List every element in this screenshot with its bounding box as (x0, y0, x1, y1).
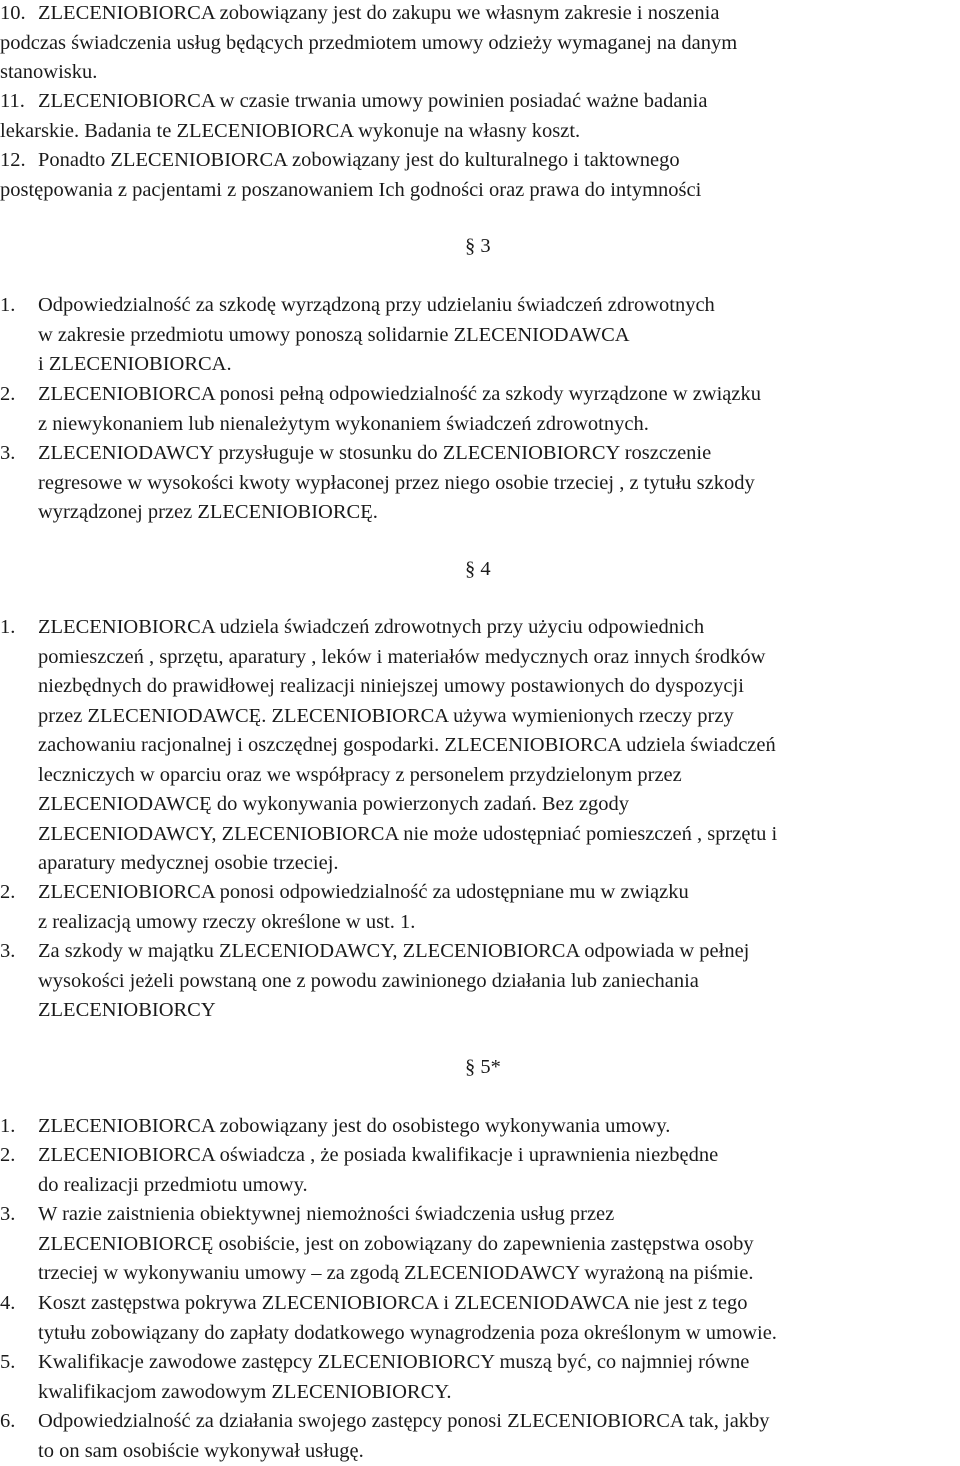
clause-text-line: wyrządzonej przez ZLECENIOBIORCĘ. (38, 498, 755, 528)
clause-text-line: niezbędnych do prawidłowej realizacji niniejszej umowy postawionych do dyspozycji (38, 672, 777, 702)
clause-number: 6. (0, 1407, 15, 1437)
clause-number: 4. (0, 1289, 15, 1319)
clause-text-line: regresowe w wysokości kwoty wypłaconej przez niego osobie trzeciej , z tytułu szkody (38, 469, 755, 499)
clause-text-line: ZLECENIOBIORCĘ osobiście, jest on zobowiązany do zapewnienia zastępstwa osoby (38, 1230, 754, 1260)
clause-text-line: ZLECENIOBIORCA oświadcza , że posiada kwalifikacje i uprawnienia niezbędne (38, 1141, 718, 1171)
clause-number: 1. (0, 1112, 15, 1142)
clause-number: 3. (0, 439, 15, 469)
clause-text-line: Odpowiedzialność za szkodę wyrządzoną przy udzielaniu świadczeń zdrowotnych (38, 291, 715, 321)
clause-text-line: tytułu zobowiązany do zapłaty dodatkowego wynagrodzenia poza określonym w umowie. (38, 1319, 777, 1349)
clause-number: 10. (0, 0, 26, 29)
clause-text-line: wysokości jeżeli powstaną one z powodu zawinionego działania lub zaniechania (38, 967, 749, 997)
clause-text-line: Koszt zastępstwa pokrywa ZLECENIOBIORCA i ZLECENIODAWCA nie jest z tego (38, 1289, 777, 1319)
clause-text-line: podczas świadczenia usług będących przedmiotem umowy odzieży wymaganej na danym (0, 29, 737, 59)
clause-number: 2. (0, 1141, 15, 1171)
clause-text-line: ZLECENIOBIORCA zobowiązany jest do osobistego wykonywania umowy. (38, 1112, 670, 1142)
clause-text-line: ZLECENIODAWCĘ do wykonywania powierzonych zadań. Bez zgody (38, 790, 777, 820)
clause-number: 2. (0, 380, 15, 410)
clause-text-line: Kwalifikacje zawodowe zastępcy ZLECENIOBIORCY muszą być, co najmniej równe (38, 1348, 749, 1378)
clause-text-line: kwalifikacjom zawodowym ZLECENIOBIORCY. (38, 1378, 749, 1408)
clause-text-line: Ponadto ZLECENIOBIORCA zobowiązany jest do kulturalnego i taktownego (0, 146, 701, 176)
clause-text-line: ZLECENIOBIORCA udziela świadczeń zdrowotnych przy użyciu odpowiednich (38, 613, 777, 643)
clause-text-line: aparatury medycznej osobie trzeciej. (38, 849, 777, 879)
clause-number: 3. (0, 1200, 15, 1230)
clause-number: 1. (0, 613, 15, 643)
clause-number: 11. (0, 87, 25, 117)
clause-text-line: ZLECENIODAWCY, ZLECENIOBIORCA nie może udostępniać pomieszczeń , sprzętu i (38, 820, 777, 850)
clause-text-line: pomieszczeń , sprzętu, aparatury , leków i materiałów medycznych oraz innych środków (38, 643, 777, 673)
clause-text-line: ZLECENIOBIORCA ponosi odpowiedzialność za udostępniane mu w związku (38, 878, 689, 908)
clause-text-line: stanowisku. (0, 58, 737, 88)
clause-text-line: postępowania z pacjentami z poszanowaniem Ich godności oraz prawa do intymności (0, 176, 701, 206)
clause-number: 2. (0, 878, 15, 908)
clause-number: 5. (0, 1348, 15, 1378)
clause-text-line: ZLECENIOBIORCA ponosi pełną odpowiedzialność za szkody wyrządzone w związku (38, 380, 761, 410)
section-heading: § 3 (465, 232, 491, 262)
clause-text-line: ZLECENIOBIORCY (38, 996, 749, 1026)
clause-number: 3. (0, 937, 15, 967)
clause-text-line: z niewykonaniem lub nienależytym wykonaniem świadczeń zdrowotnych. (38, 410, 761, 440)
clause-number: 12. (0, 146, 26, 176)
clause-text-line: w zakresie przedmiotu umowy ponoszą solidarnie ZLECENIODAWCA (38, 321, 715, 351)
clause-text-line: z realizacją umowy rzeczy określone w ust. 1. (38, 908, 689, 938)
clause-text-line: ZLECENIOBIORCA w czasie trwania umowy powinien posiadać ważne badania (0, 87, 707, 117)
clause-text-line: to on sam osobiście wykonywał usługę. (38, 1437, 770, 1466)
clause-text-line: ZLECENIOBIORCA zobowiązany jest do zakupu we własnym zakresie i noszenia (0, 0, 737, 29)
section-heading: § 5* (465, 1053, 501, 1083)
clause-text-line: W razie zaistnienia obiektywnej niemożności świadczenia usług przez (38, 1200, 754, 1230)
clause-text-line: lekarskie. Badania te ZLECENIOBIORCA wykonuje na własny koszt. (0, 117, 707, 147)
clause-text-line: Odpowiedzialność za działania swojego zastępcy ponosi ZLECENIOBIORCA tak, jakby (38, 1407, 770, 1437)
clause-text-line: trzeciej w wykonywaniu umowy – za zgodą ZLECENIODAWCY wyrażoną na piśmie. (38, 1259, 754, 1289)
section-heading: § 4 (465, 555, 491, 585)
clause-text-line: ZLECENIODAWCY przysługuje w stosunku do ZLECENIOBIORCY roszczenie (38, 439, 755, 469)
clause-text-line: i ZLECENIOBIORCA. (38, 350, 715, 380)
clause-text-line: leczniczych w oparciu oraz we współpracy z personelem przydzielonym przez (38, 761, 777, 791)
clause-text-line: do realizacji przedmiotu umowy. (38, 1171, 718, 1201)
clause-text-line: zachowaniu racjonalnej i oszczędnej gospodarki. ZLECENIOBIORCA udziela świadczeń (38, 731, 777, 761)
clause-number: 1. (0, 291, 15, 321)
clause-text-line: przez ZLECENIODAWCĘ. ZLECENIOBIORCA używa wymienionych rzeczy przy (38, 702, 777, 732)
clause-text-line: Za szkody w majątku ZLECENIODAWCY, ZLECENIOBIORCA odpowiada w pełnej (38, 937, 749, 967)
